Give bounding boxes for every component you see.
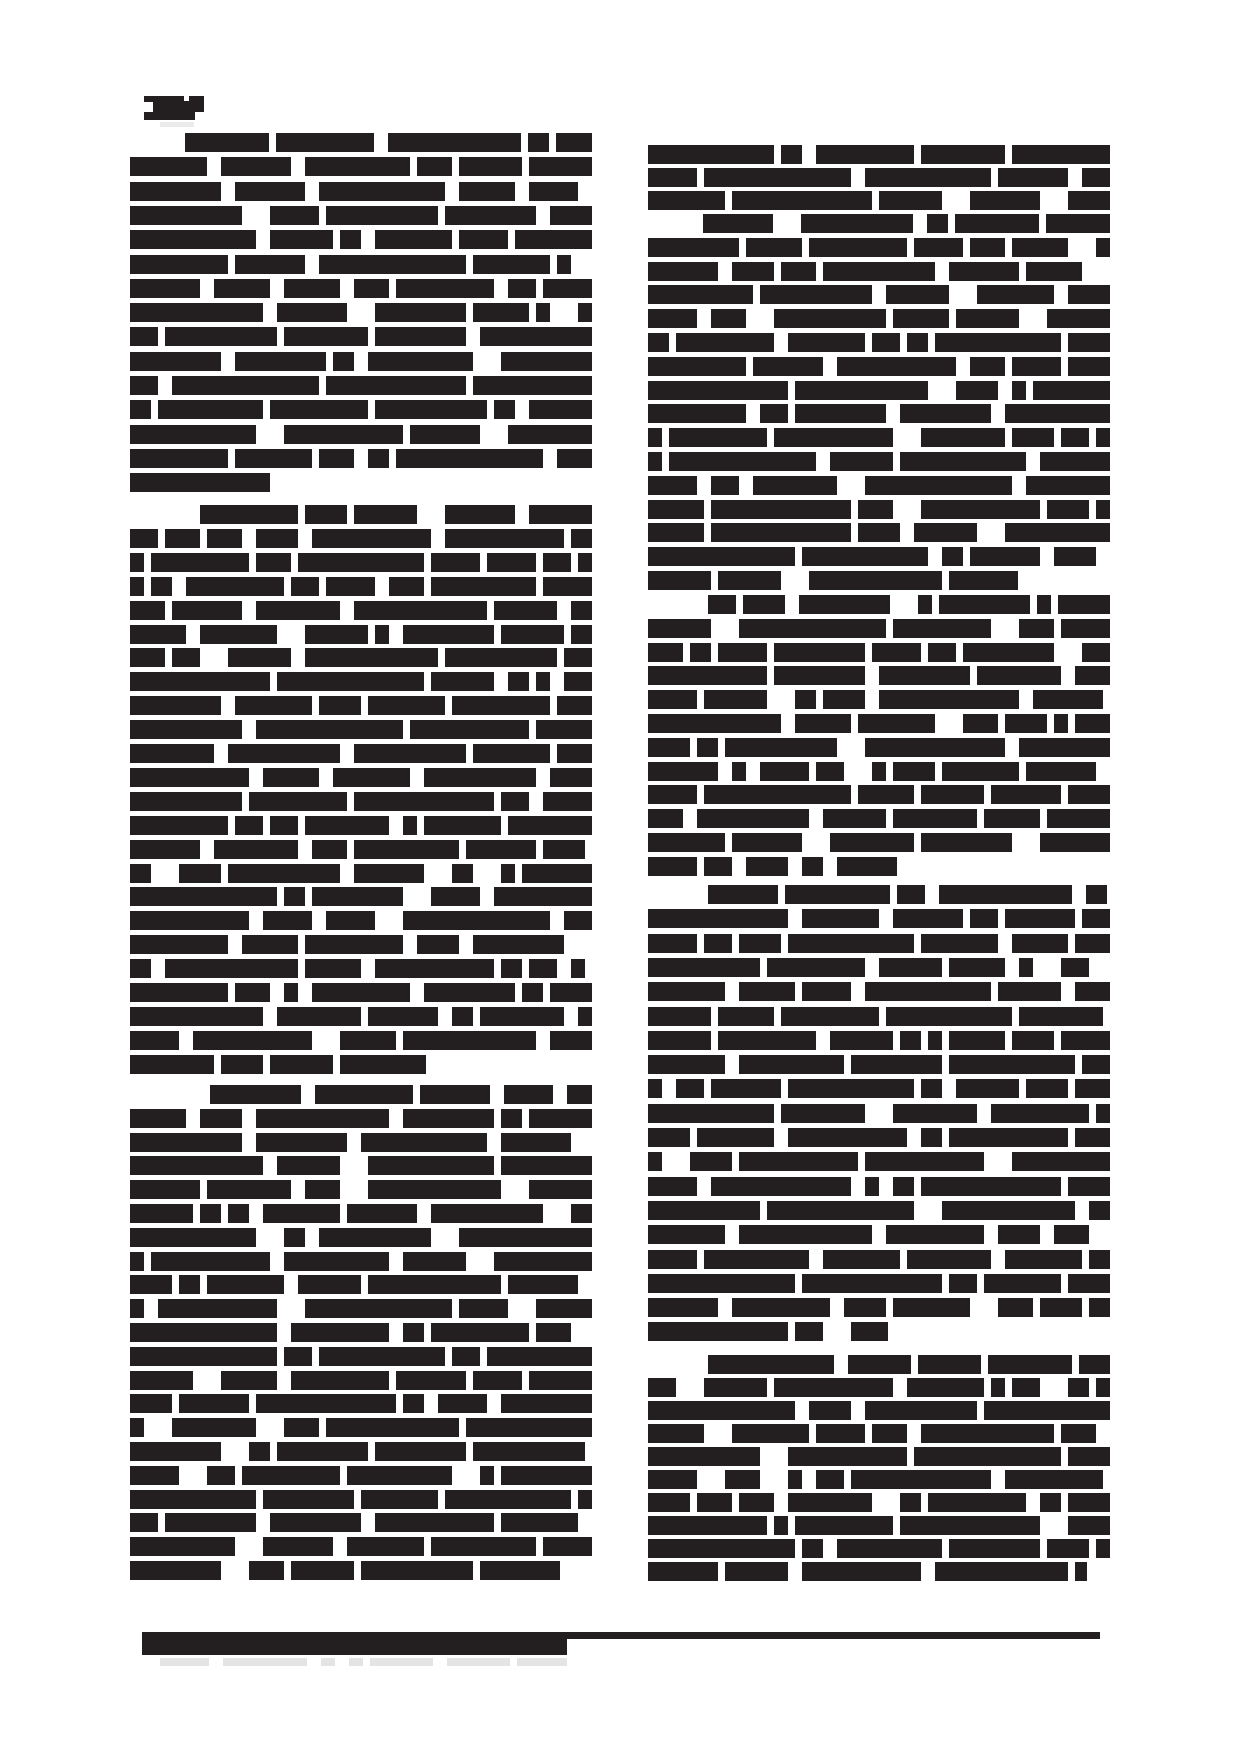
text-line xyxy=(648,309,1110,328)
text-line xyxy=(648,145,1110,164)
text-line xyxy=(648,1055,1110,1074)
text-line xyxy=(648,833,1110,852)
text-line xyxy=(648,357,1110,376)
text-line xyxy=(648,1177,1110,1196)
text-line xyxy=(648,1225,1110,1244)
text-line xyxy=(648,1322,888,1341)
text-line xyxy=(648,191,1110,210)
text-line xyxy=(648,428,1110,447)
text-line xyxy=(703,214,1110,233)
text-line xyxy=(648,666,1110,685)
text-line xyxy=(648,1201,1110,1220)
text-line xyxy=(648,1562,1087,1581)
text-line xyxy=(648,809,1110,828)
text-line xyxy=(648,547,1110,566)
text-line xyxy=(648,523,1110,542)
footer-rule xyxy=(567,1632,1100,1639)
text-line xyxy=(648,238,1110,257)
text-line xyxy=(648,285,1110,304)
text-line xyxy=(648,934,1110,953)
text-line xyxy=(648,1378,1110,1397)
text-line xyxy=(648,333,1110,352)
text-line xyxy=(648,1424,1110,1443)
text-line xyxy=(648,958,1110,977)
text-line xyxy=(648,857,897,876)
text-line xyxy=(648,1274,1110,1293)
text-line xyxy=(648,785,1110,804)
text-line xyxy=(648,1104,1110,1123)
text-line xyxy=(648,1031,1110,1050)
text-line xyxy=(648,1152,1110,1171)
text-line xyxy=(648,452,1110,471)
text-line xyxy=(648,1447,1110,1466)
text-line xyxy=(648,1250,1110,1269)
footer-ghost-marks xyxy=(160,1658,567,1666)
text-line xyxy=(648,982,1110,1001)
text-line xyxy=(708,1355,1110,1374)
text-line xyxy=(648,690,1110,709)
text-line xyxy=(648,762,1110,781)
text-line xyxy=(648,643,1110,662)
text-line xyxy=(648,1401,1110,1420)
text-line xyxy=(648,619,1110,638)
text-line xyxy=(708,595,1110,614)
text-line xyxy=(708,885,1110,904)
text-line xyxy=(648,571,1018,590)
text-line xyxy=(648,381,1110,400)
text-line xyxy=(648,1493,1110,1512)
text-line xyxy=(648,262,1110,281)
text-line xyxy=(648,500,1110,519)
text-line xyxy=(648,1298,1110,1317)
text-line xyxy=(648,738,1110,757)
text-line xyxy=(648,1007,1110,1026)
text-line xyxy=(648,1470,1110,1489)
text-line xyxy=(648,1079,1110,1098)
text-line xyxy=(648,168,1110,187)
text-line xyxy=(648,476,1110,495)
text-line xyxy=(648,909,1110,928)
text-line xyxy=(648,714,1110,733)
text-line xyxy=(648,1516,1110,1535)
text-line xyxy=(648,404,1110,423)
text-line xyxy=(648,1128,1110,1147)
footer-bar xyxy=(142,1632,567,1655)
text-line xyxy=(648,1539,1110,1558)
